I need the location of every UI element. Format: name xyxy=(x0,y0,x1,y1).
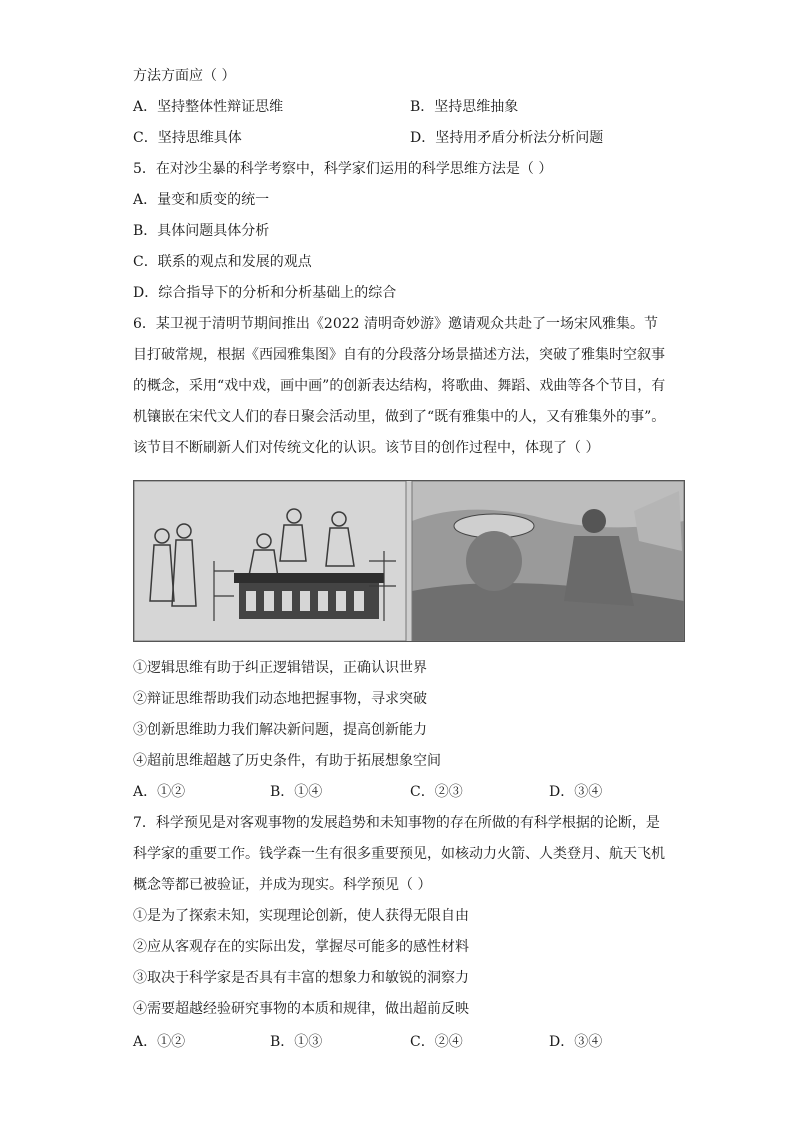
q7-option-d: D．③④ xyxy=(549,1034,603,1050)
q6-option-a: A．①② xyxy=(133,784,186,800)
q7-statement-3: ③取决于科学家是否具有丰富的想象力和敏锐的洞察力 xyxy=(133,970,469,986)
photo-person-right-head xyxy=(582,509,606,533)
q6-option-b: B．①④ xyxy=(270,784,323,800)
q7-stem-line-2: 科学家的重要工作。钱学森一生有很多重要预见，如核动力火箭、人类登月、航天飞机 xyxy=(133,846,665,862)
q7-statement-2: ②应从客观存在的实际出发，掌握尽可能多的感性材料 xyxy=(133,939,469,955)
q6-stem-line-5: 该节目不断刷新人们对传统文化的认识。该节目的创作过程中，体现了（ ） xyxy=(133,440,600,456)
q6-stem-line-3: 的概念，采用“戏中戏，画中画”的创新表达结构，将歌曲、舞蹈、戏曲等各个节目，有 xyxy=(133,378,666,394)
q6-stem-line-2: 目打破常规，根据《西园雅集图》自有的分段落分场景描述方法，突破了雅集时空叙事 xyxy=(133,347,665,363)
q6-statement-4: ④超前思维超越了历史条件，有助于拓展想象空间 xyxy=(133,753,441,769)
q4-option-a: A．坚持整体性辩证思维 xyxy=(133,99,284,115)
q7-stem-line-3: 概念等都已被验证，并成为现实。科学预见（ ） xyxy=(133,877,432,893)
q4-option-c: C．坚持思维具体 xyxy=(133,130,242,146)
q6-figure-illustration xyxy=(134,481,684,641)
q5-stem: 5．在对沙尘暴的科学考察中，科学家们运用的科学思维方法是（ ） xyxy=(133,161,553,177)
q6-stem-line-4: 机镶嵌在宋代文人们的春日聚会活动里，做到了“既有雅集中的人，又有雅集外的事”。 xyxy=(133,409,666,425)
q7-option-a: A．①② xyxy=(133,1034,186,1050)
q4-option-b: B．坚持思维抽象 xyxy=(410,99,519,115)
q6-stem-line-1: 6．某卫视于清明节期间推出《2022 清明奇妙游》邀请观众共赴了一场宋风雅集。节 xyxy=(133,316,658,332)
photo-person-left xyxy=(466,531,522,591)
q6-option-c: C．②③ xyxy=(410,784,463,800)
q4-stem-tail: 方法方面应（ ） xyxy=(133,68,236,84)
q7-option-c: C．②④ xyxy=(410,1034,463,1050)
q7-statement-4: ④需要超越经验研究事物的本质和规律，做出超前反映 xyxy=(133,1001,469,1017)
q5-option-b: B．具体问题具体分析 xyxy=(133,223,270,239)
q4-option-d: D．坚持用矛盾分析法分析问题 xyxy=(410,130,604,146)
q6-option-d: D．③④ xyxy=(549,784,603,800)
q5-option-d: D．综合指导下的分析和分析基础上的综合 xyxy=(133,285,397,301)
q6-statement-3: ③创新思维助力我们解决新问题，提高创新能力 xyxy=(133,722,427,738)
q6-figure xyxy=(133,480,685,642)
q5-option-a: A．量变和质变的统一 xyxy=(133,192,270,208)
q7-statement-1: ①是为了探索未知，实现理论创新，使人获得无限自由 xyxy=(133,908,469,924)
q7-option-b: B．①③ xyxy=(270,1034,323,1050)
q6-statement-2: ②辩证思维帮助我们动态地把握事物，寻求突破 xyxy=(133,691,427,707)
q6-statement-1: ①逻辑思维有助于纠正逻辑错误，正确认识世界 xyxy=(133,660,427,676)
q7-stem-line-1: 7．科学预见是对客观事物的发展趋势和未知事物的存在所做的有科学根据的论断，是 xyxy=(133,815,660,831)
q5-option-c: C．联系的观点和发展的观点 xyxy=(133,254,312,270)
